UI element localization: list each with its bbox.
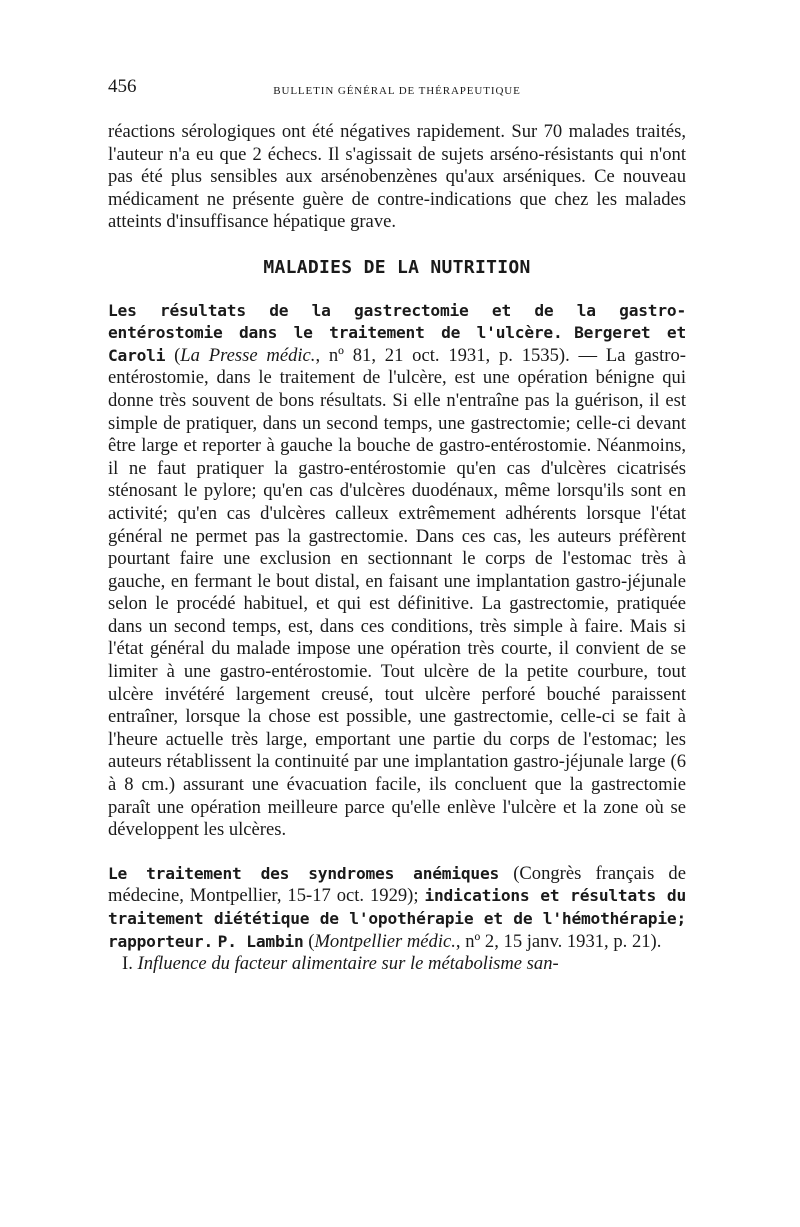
document-page (108, 62, 686, 976)
reference-details: , nº 81, 21 oct. 1931, p. 1535). (315, 344, 570, 366)
running-title: BULLETIN GÉNÉRAL DE THÉRAPEUTIQUE (273, 85, 521, 97)
reference-open: ( (174, 344, 181, 366)
article-subtitle: indications et résultats du traitement diététique de l'opothérapie et de l'hémothérapie; rapporteur. (108, 886, 686, 951)
article-title: Le traitement des syndromes anémiques (108, 863, 500, 883)
journal-name: La Presse médic. (180, 344, 316, 366)
article-author: P. Lambin (217, 931, 304, 951)
section-heading: MALADIES DE LA NUTRITION (263, 256, 531, 278)
article-body: — La gastro-entérostomie, dans le traitement de l'ulcère, est une opération bénigne qui donne très souvent de bons résultats. Si elle n'entraîne pas la guérison, il est simple de pratiquer, dans un second temps, une gastrectomie; celle-ci devant être large et reporter à gauche la bouche de gastro-entérostomie. Néanmoins, il ne faut pratiquer la gastro-entérostomie qu'en cas d'ulcères cicatrisés sténosant le pylore; qu'en cas d'ulcères duodénaux, même lorsqu'ils sont en activité; qu'en cas d'ulcères calleux extrêmement adhérents lorsque l'état général ne permet pas la gastrectomie. Dans ces cas, les auteurs préfèrent pourtant faire une exclusion en sectionnant le corps de l'estomac très à gauche, en fermant le bout distal, en faisant une implantation gastro-jéjunale selon le procédé habituel, et qui est définitive. La gastrectomie, pratiquée dans un second temps, est, dans ces conditions, très simple à faire. Mais si l'état général du malade impose une opération très courte, il convient de se limiter à une gastro-entérostomie. Tout ulcère de la petite courbure, tout ulcère invétéré largement creusé, tout ulcère perforé bouché paraissent entraîner, lorsque la chose est possible, une gastrectomie, celle-ci se fait à l'heure actuelle très large, emportant une partie du corps de l'estomac; les auteurs rétablissent la continuité par une implantation gastro-jéjunale large (6 à 8 cm.) assurant une évacuation facile, ils concluent que la gastrectomie paraît une opération meilleure parce qu'elle enlève l'ulcère et la zone où se développent les ulcères. (108, 344, 686, 841)
page-number: 456 (108, 76, 137, 97)
section-numeral: I. (122, 953, 138, 975)
article-authors: Bergeret et Caroli (108, 323, 686, 365)
article-lambin (108, 863, 686, 953)
continuation-text: Influence du facteur alimentaire sur le métabolisme san- (137, 953, 559, 975)
continuation-line (108, 953, 686, 976)
running-header (108, 62, 686, 97)
article-bergeret-caroli (108, 300, 686, 842)
article-title: Les résultats de la gastrectomie et de la gastro-entérostomie dans le traitement de l'ulcère. (108, 300, 686, 343)
reference-details: , nº 2, 15 janv. 1931, p. 21). (455, 930, 662, 952)
opening-paragraph: réactions sérologiques ont été négatives rapidement. Sur 70 malades traités, l'auteur n'a eu que 2 échecs. Il s'agissait de sujets arséno-résistants qui n'ont pas été plus sensibles aux arsénobenzènes qu'aux arséniques. Ce nouveau médicament ne présente guère de contre-indications que chez les malades atteints d'insuffisance hépatique grave. (108, 121, 686, 233)
reference-open: ( (303, 930, 315, 952)
congress-reference: (Congrès français de médecine, Montpellier, 15-17 oct. 1929); (108, 862, 686, 907)
journal-name: Montpellier médic. (314, 930, 456, 952)
